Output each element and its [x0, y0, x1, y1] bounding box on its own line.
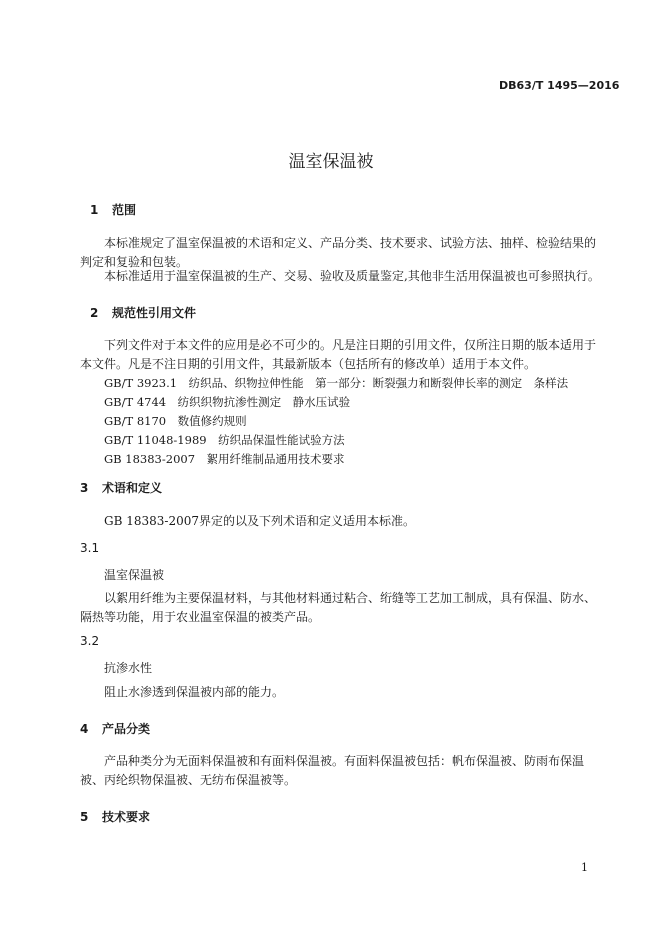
reference-item: GB/T 3923.1 纺织品、织物拉伸性能 第一部分：断裂强力和断裂伸长率的测定 条样法	[104, 376, 569, 390]
reference-item: GB/T 11048-1989 纺织品保温性能试验方法	[104, 433, 345, 447]
section-1-heading	[90, 201, 136, 218]
section-2-intro: 下列文件对于本文件的应用是必不可少的。凡是注日期的引用文件，仅所注日期的版本适用于本文件。凡是不注日期的引用文件，其最新版本（包括所有的修改单）适用于本文件。	[80, 338, 597, 371]
term-number: 3.1	[80, 541, 100, 555]
section-title: 产品分类	[102, 722, 151, 736]
section-title: 术语和定义	[102, 481, 163, 495]
reference-item: GB/T 4744 纺织织物抗渗性测定 静水压试验	[104, 395, 351, 409]
section-3-heading	[80, 479, 162, 496]
section-4-paragraph: 产品种类分为无面料保温被和有面料保温被。有面料保温被包括：帆布保温被、防雨布保温被、丙纶织物保温被、无纺布保温被等。	[80, 754, 585, 787]
section-5-heading	[80, 808, 150, 825]
section-title: 范围	[112, 203, 137, 217]
term-number: 3.2	[80, 634, 100, 648]
term-name: 温室保温被	[104, 568, 165, 582]
reference-item: GB 18383-2007 絮用纤维制品通用技术要求	[104, 452, 345, 466]
section-number: 3	[80, 481, 89, 495]
page-title: 温室保温被	[288, 152, 374, 172]
term-name: 抗渗水性	[104, 661, 153, 675]
page-number: 1	[581, 861, 588, 874]
section-title: 规范性引用文件	[112, 306, 197, 320]
reference-item: GB/T 8170 数值修约规则	[104, 414, 247, 428]
section-1-paragraph-1: 本标准规定了温室保温被的术语和定义、产品分类、技术要求、试验方法、抽样、检验结果的判定和复验和包装。	[80, 236, 597, 269]
section-number: 5	[80, 810, 89, 824]
section-3-intro: GB 18383-2007界定的以及下列术语和定义适用本标准。	[104, 514, 415, 528]
section-number: 2	[90, 306, 99, 320]
term-definition: 阻止水渗透到保温被内部的能力。	[104, 685, 285, 699]
section-title: 技术要求	[102, 810, 151, 824]
section-number: 4	[80, 722, 89, 736]
section-2-heading	[90, 304, 196, 321]
section-4-heading	[80, 720, 150, 737]
section-1-paragraph-2: 本标准适用于温室保温被的生产、交易、验收及质量鉴定,其他非生活用保温被也可参照执行。	[104, 269, 600, 283]
section-number: 1	[90, 203, 99, 217]
term-definition: 以絮用纤维为主要保温材料，与其他材料通过粘合、绗缝等工艺加工制成，具有保温、防水、隔热等功能，用于农业温室保温的被类产品。	[80, 591, 597, 624]
document-code: DB63/T 1495—2016	[499, 79, 620, 92]
